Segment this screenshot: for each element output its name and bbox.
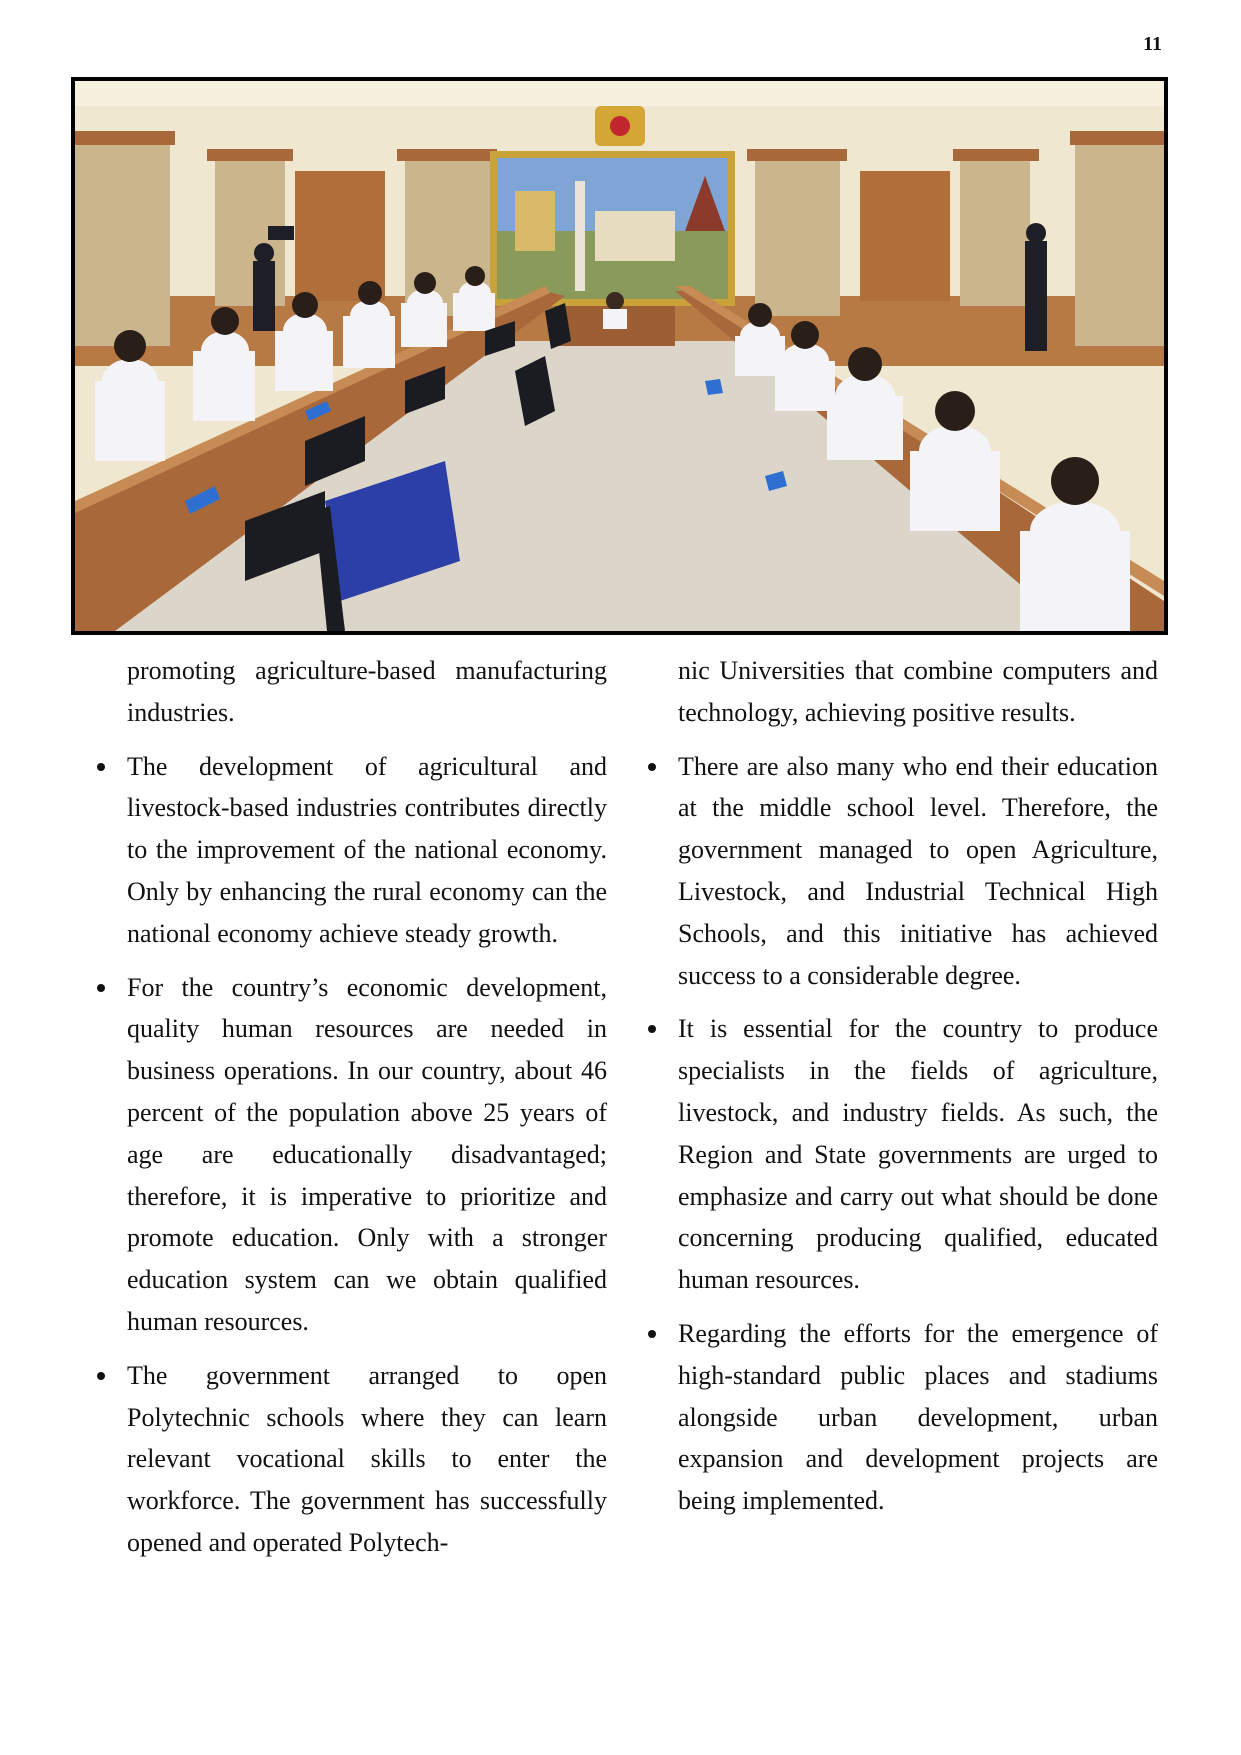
curtain <box>1075 136 1164 346</box>
ceiling <box>75 81 1164 106</box>
right-column <box>678 650 1158 1534</box>
page-number: 11 <box>1143 33 1162 55</box>
bullet-icon <box>646 1008 658 1050</box>
bullet-paragraph: There are also many who end their education at the middle school level. Therefore, the government managed to open Agriculture, Livestock, and Industrial Technical High Schools, and this initiative has achieved success to a considerable degree. <box>678 746 1158 997</box>
camera-crew-right <box>1025 223 1047 351</box>
curtain <box>960 156 1030 306</box>
bullet-paragraph: Regarding the efforts for the emergence of high-standard public places and stadiums alongside urban development, urban expansion and development projects are being implemented. <box>678 1313 1158 1522</box>
left-column <box>127 650 607 1576</box>
bullet-icon <box>95 746 107 788</box>
paragraph-continued: nic Universities that combine computers and technology, achieving positive results. <box>678 656 1158 727</box>
door <box>860 171 950 301</box>
meeting-photo <box>71 77 1168 635</box>
curtain <box>755 156 840 316</box>
meeting-photo-illustration <box>75 81 1164 631</box>
bullet-icon <box>646 746 658 788</box>
bullet-icon <box>95 1355 107 1397</box>
bullet-icon <box>95 967 107 1009</box>
bullet-paragraph: It is essential for the country to produce specialists in the fields of agriculture, livestock, and industry fields. As such, the Region and State governments are urged to emphasize and carry out what should be done concerning producing qualified, educated human resources. <box>678 1008 1158 1301</box>
bullet-paragraph: For the country’s economic development, quality human resources are needed in business operations. In our country, about 46 percent of the population above 25 years of age are educationally disadvantaged; therefore, it is imperative to prioritize and promote education. Only with a stronger education system can we obtain qualified human resources. <box>127 967 607 1343</box>
bullet-paragraph: The government arranged to open Polytechnic schools where they can learn relevant vocational skills to enter the workforce. The government has successfully opened and operated Polytech- <box>127 1355 607 1564</box>
bullet-icon <box>646 1313 658 1355</box>
paragraph-continued: promoting agriculture-based manufacturing industries. <box>127 656 607 727</box>
bullet-paragraph: The development of agricultural and livestock-based industries contributes directly to the improvement of the national economy. Only by enhancing the rural economy can the national economy achieve steady growth. <box>127 746 607 955</box>
curtain <box>75 136 170 346</box>
